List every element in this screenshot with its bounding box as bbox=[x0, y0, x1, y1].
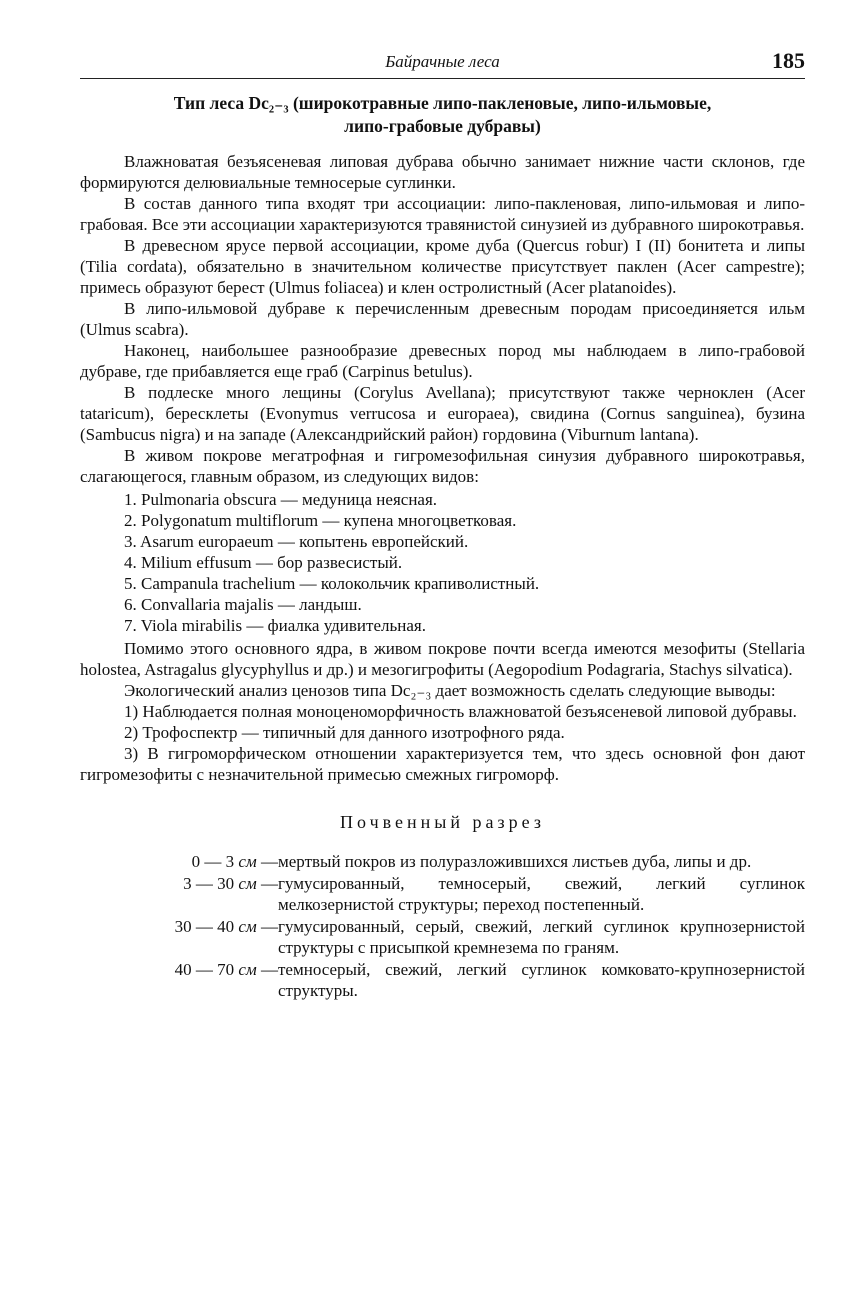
soil-profile-heading: Почвенный разрез bbox=[340, 812, 545, 832]
soil-depth: 3 — 30 bbox=[183, 874, 235, 893]
species-item: 7. Viola mirabilis — фиалка удивительная. bbox=[124, 616, 426, 635]
conclusion-item: 1) Наблюдается полная моноценоморфичность влажноватой безъясеневой липовой дубравы. bbox=[124, 702, 797, 721]
soil-layer-row: 40 — 70 см — темносерый, свежий, легкий суглинок комковато-крупнозернистой структуры. bbox=[174, 960, 805, 1000]
soil-profile-table bbox=[80, 851, 805, 1001]
soil-depth: 30 — 40 bbox=[174, 917, 235, 936]
soil-depth: 40 — 70 bbox=[174, 960, 235, 979]
paragraph: В живом покрове мегатрофная и гигромезофильная синузия дубравного широкотравья, слагающегося, главным образом, из следующих видов: bbox=[80, 446, 805, 486]
running-title: Байрачные леса bbox=[385, 52, 500, 71]
conclusion-item: 3) В гигроморфическом отношении характеризуется тем, что здесь основной фон дают гигромезофиты с незначительной примесью смежных гигроморф. bbox=[80, 744, 805, 784]
page-header bbox=[80, 48, 805, 79]
paragraph: В древесном ярусе первой ассоциации, кроме дуба (Quercus robur) I (II) бонитета и липы (Tilia cordata), обязательно в значительном количестве присутствует паклен (Acer campestre); примесь образуют берест (Ulmus foliacea) и клен остролистный (Acer platanoides). bbox=[80, 236, 805, 297]
paragraph: В подлеске много лещины (Corylus Avellana); присутствуют также черноклен (Acer tataricum), бересклеты (Evonymus verrucosa и europaea), свидина (Cornus sanguinea), бузина (Sambucus nigra) и на западе (Александрийский район) гордовина (Viburnum lantana). bbox=[80, 383, 805, 444]
paragraph: Помимо этого основного ядра, в живом покрове почти всегда имеются мезофиты (Stellaria holostea, Astragalus glycyphyllus и др.) и мезогигрофиты (Aegopodium Podagraria, Stachys silvatica). bbox=[80, 639, 805, 679]
soil-depth: 0 — 3 bbox=[191, 852, 235, 871]
soil-description: гумусированный, серый, свежий, легкий суглинок крупнозернистой структуры с присыпкой кремнезема по граням. bbox=[278, 917, 805, 957]
soil-layer-row: 30 — 40 см — гумусированный, серый, свежий, легкий суглинок крупнозернистой структуры с присыпкой кремнезема по граням. bbox=[174, 917, 805, 957]
body-text bbox=[80, 151, 805, 1002]
species-item: 3. Asarum europaeum — копытень европейский. bbox=[124, 532, 469, 551]
species-item: 5. Campanula trachelium — колокольчик крапиволистный. bbox=[124, 574, 540, 593]
species-item: 6. Convallaria majalis — ландыш. bbox=[124, 595, 362, 614]
soil-unit: см bbox=[238, 917, 257, 936]
page-number: 185 bbox=[772, 48, 805, 73]
conclusion-item: 2) Трофоспектр — типичный для данного изотрофного ряда. bbox=[124, 723, 565, 742]
paragraph: В липо-ильмовой дубраве к перечисленным древесным породам присоединяется ильм (Ulmus scabra). bbox=[80, 299, 805, 339]
species-item: 1. Pulmonaria obscura — медуница неясная. bbox=[124, 490, 438, 509]
species-list bbox=[80, 489, 805, 636]
title-line-1: Тип леса Dc₂₋₃ (широкотравные липо-пакленовые, липо-ильмовые, bbox=[173, 93, 712, 113]
soil-description: темносерый, свежий, легкий суглинок комковато-крупнозернистой структуры. bbox=[278, 960, 805, 1000]
paragraph: Экологический анализ ценозов типа Dc₂₋₃ дает возможность сделать следующие выводы: bbox=[124, 681, 776, 700]
species-item: 2. Polygonatum multiflorum — купена многоцветковая. bbox=[124, 511, 517, 530]
title-line-2: липо-грабовые дубравы) bbox=[344, 116, 541, 136]
paragraph: Влажноватая безъясеневая липовая дубрава обычно занимает нижние части склонов, где формируются делювиальные темносерые суглинки. bbox=[80, 152, 805, 192]
soil-layer-row: 3 — 30 см — гумусированный, темносерый, свежий, легкий суглинок мелкозернистой структуры; переход постепенный. bbox=[183, 874, 805, 914]
section-title bbox=[80, 92, 805, 138]
species-item: 4. Milium effusum — бор развесистый. bbox=[124, 553, 403, 572]
soil-description: мертвый покров из полуразложившихся листьев дуба, липы и др. bbox=[278, 852, 752, 871]
soil-unit: см bbox=[238, 960, 257, 979]
soil-layer-row: 0 — 3 см — мертвый покров из полуразложившихся листьев дуба, липы и др. bbox=[80, 851, 805, 872]
soil-description: гумусированный, темносерый, свежий, легкий суглинок мелкозернистой структуры; переход постепенный. bbox=[278, 874, 805, 914]
paragraph: Наконец, наибольшее разнообразие древесных пород мы наблюдаем в липо-грабовой дубраве, где прибавляется еще граб (Carpinus betulus). bbox=[80, 341, 805, 381]
soil-unit: см bbox=[238, 874, 257, 893]
soil-unit: см bbox=[238, 852, 257, 871]
paragraph: В состав данного типа входят три ассоциации: липо-пакленовая, липо-ильмовая и липо-грабовая. Все эти ассоциации характеризуются травянистой синузией из дубравного широкотравья. bbox=[80, 194, 805, 234]
